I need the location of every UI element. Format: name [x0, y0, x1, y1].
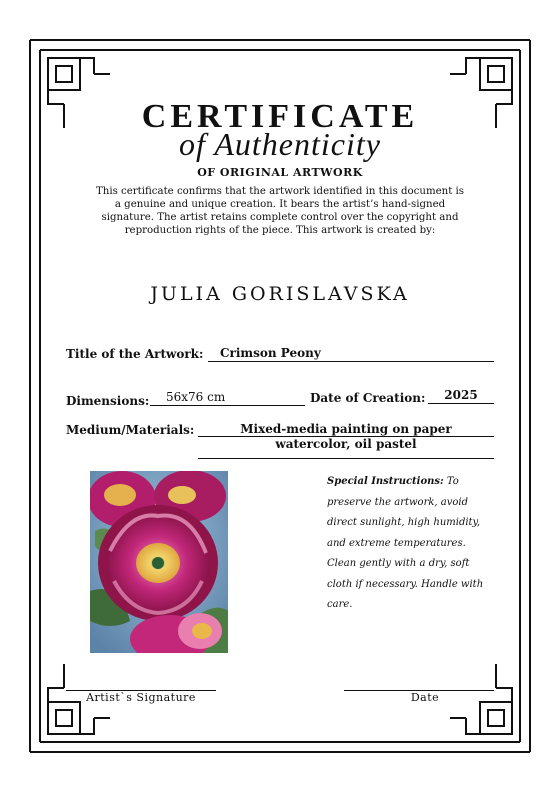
intro-line: reproduction rights of the piece. This artwork is created by: [124, 225, 436, 236]
date-of-creation-label: Date of Creation: [310, 391, 426, 405]
artwork-title-value: Crimson Peony [220, 346, 321, 360]
date-of-creation-underline [428, 403, 494, 404]
date-signature-label: Date [410, 691, 440, 704]
certificate-subtitle-script: of Authenticity [179, 126, 381, 162]
special-instructions-text: To preserve the artwork, avoid direct sunlight, high humidity, and extreme temperatures. Clean gently with a dry, soft cloth if necessary. Handle with care. [327, 476, 484, 610]
artwork-title-underline [208, 361, 494, 362]
dimensions-underline [150, 405, 305, 406]
medium-value-line-2: watercolor, oil pastel [275, 437, 417, 451]
intro-paragraph [80, 185, 480, 237]
intro-line: a genuine and unique creation. It bears the artist’s hand-signed [114, 199, 446, 210]
dimensions-value: 56x76 cm [166, 390, 226, 404]
intro-line: signature. The artist retains complete control over the copyright and [101, 212, 459, 223]
special-instructions-label: Special Instructions: [327, 476, 444, 487]
certificate-subtitle: OF ORIGINAL ARTWORK [197, 166, 363, 179]
artwork-title-label: Title of the Artwork: [66, 347, 204, 361]
medium-value-line-1: Mixed-media painting on paper [240, 422, 452, 436]
date-of-creation-value: 2025 [444, 388, 478, 402]
intro-line: This certificate confirms that the artwork identified in this document is [95, 186, 465, 197]
certificate-title: CERTIFICATE [141, 98, 419, 135]
special-instructions [327, 472, 492, 616]
artwork-image [90, 471, 228, 653]
dimensions-label: Dimensions: [66, 394, 150, 408]
artist-signature-label: Artist`s Signature [86, 691, 196, 704]
medium-label: Medium/Materials: [66, 423, 195, 437]
medium-underline-2 [198, 458, 494, 459]
artist-name: JULIA GORISLAVSKA [150, 283, 410, 305]
